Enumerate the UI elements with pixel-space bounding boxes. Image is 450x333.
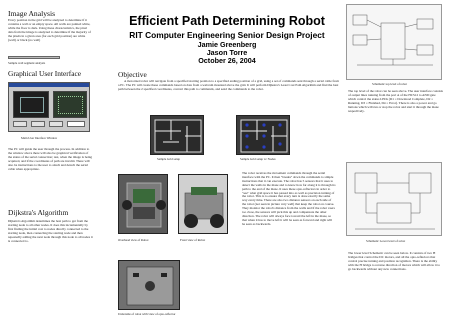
gui-controls-row [13, 121, 87, 129]
schematic-top-drawing [347, 5, 442, 80]
gui-title-bar [9, 83, 89, 87]
wall-segment-caption: Sample wall segment analysis [8, 61, 46, 65]
underside-caption-line1: Underside of robot with view of opto-reflector [118, 312, 176, 316]
gui-heading: Graphical User Interface [8, 69, 82, 78]
underside-robot-drawing [119, 261, 180, 310]
grid-setup-caption: Sample Grid setup [157, 157, 181, 161]
overhead-robot-photo [118, 174, 168, 234]
schematic-lower-drawing [347, 163, 442, 236]
grid-nodes-caption: Sample Grid setup w/ Nodes [240, 157, 276, 161]
gui-text: The PC will guide the user through the process. In addition to the window above there will also be graphical verification of the status of the serial connection; test, when the image is being acquired, and if the coordinates of path are invalid. There will also be instructions to the user to attach and detach the serial cable when appropriate. [8, 147, 93, 171]
poster-date: October 26, 2004 [198, 56, 256, 65]
schematic-top-caption: Schematic top level of robot [372, 82, 408, 86]
schematic-lower-text: The lower level Schematic can be seen below. It consists of two H bridges that control the DC motors, and all the opto-reflectors that control precise turning and position recognition. There is the ability with the H bridge to reverse direction of motors which will allow it to go backwards without any new connections. [348, 251, 441, 271]
grid-setup-photo [150, 115, 204, 155]
schematic-top-figure [346, 4, 442, 80]
objective-text: A motorized robot will navigate from a specified starting position to a specified ending position of a grid, using a set of commands sent through a serial cable from a PC. The PC will create these commands based on data from a webcam mounted above the grid. It will perform Dijkstra's Least Cost Path Algorithm and find the best path between the 2 specified coordinates, convert this path to commands, and send the commands to the robot. [118, 79, 339, 91]
image-analysis-text: Every position in the grid will be analyzed to determine if it contains a wall or an empty space. All walls are painted white, while the floor is dark. Using these characteristics, the pixel data from the image is analyzed to determine if the majority of the pixels in a given area (for each grid position) are white (wall) or black (no wall) [8, 18, 91, 42]
schematic-lower-caption: Schematic Lower level of robot [366, 239, 406, 243]
grid-nodes-photo [236, 115, 290, 155]
poster-title: Efficient Path Determining Robot [129, 14, 325, 28]
grid-nodes-drawing [237, 116, 290, 155]
robot-text: The robot receives the movement commands through the serial interface with the PC. It then "breaks" down the commands to simple instructions that it can execute. The robot has 5 sensors that it uses to detect the walls in the maze and to know how far along it is through its path to the end of the maze. It uses these opto-reflectors in order to "see" what grid space it has passed into as well as precision turning of the robot. This is to ensure that every turn is done exactly the same way every time. There are also two distance sensors on each side of the robot (not seen in picture very well) that keep the robot on course. They monitor the robot's distance from the walls and if the robot veers too close, the sensors will pick this up and compensate the other direction. The robot will always face toward the left in the maze, so that when it has to move left it will be seen as forward and right will be seen as backwards. [242, 171, 336, 226]
gui-caption: Main User Interface Window [21, 136, 58, 140]
dijkstra-text: Dijkstra's Algorithm determines the best path to get from the starting node to all other nodes. It does this incrementally by first finding the initial cost to nodes directly connected to the starting node, then connecting the starting node and then repeatedly adding the next node through this node to all nodes it is connected to. [8, 219, 93, 243]
grid-setup-drawing [151, 116, 204, 155]
gui-camera-view [13, 91, 49, 118]
front-caption: Front view of Robot [180, 238, 206, 242]
front-robot-drawing [179, 175, 228, 234]
underside-robot-photo [118, 260, 180, 310]
image-analysis-heading: Image Analysis [8, 9, 56, 18]
author-2: Jason Torre [206, 48, 248, 57]
poster-subtitle: RIT Computer Engineering Senior Design Project [129, 30, 325, 40]
gui-grid-view [53, 91, 87, 118]
schematic-top-text: The top level of the robot can be seen above. The user interface consists of output lines running from the port A of the HCS12 to AND gate which control the status LEDs (D1 = Download Complete, D2 = Running, D3 = Finished, D4 = Error). There is also a power and go buttons which will run or stop the robot and start it through the maze respectively. [348, 89, 443, 113]
overhead-robot-drawing [119, 175, 168, 234]
front-robot-photo [178, 174, 228, 234]
schematic-lower-figure [346, 162, 442, 236]
objective-heading: Objective [118, 70, 147, 79]
overhead-caption: Overhead view of Robot [118, 238, 149, 242]
dijkstra-heading: Dijkstra's Algorithm [8, 208, 69, 217]
gui-screenshot [8, 82, 90, 132]
wall-segment-figure [8, 56, 60, 59]
author-1: Jamie Greenberg [197, 40, 257, 49]
